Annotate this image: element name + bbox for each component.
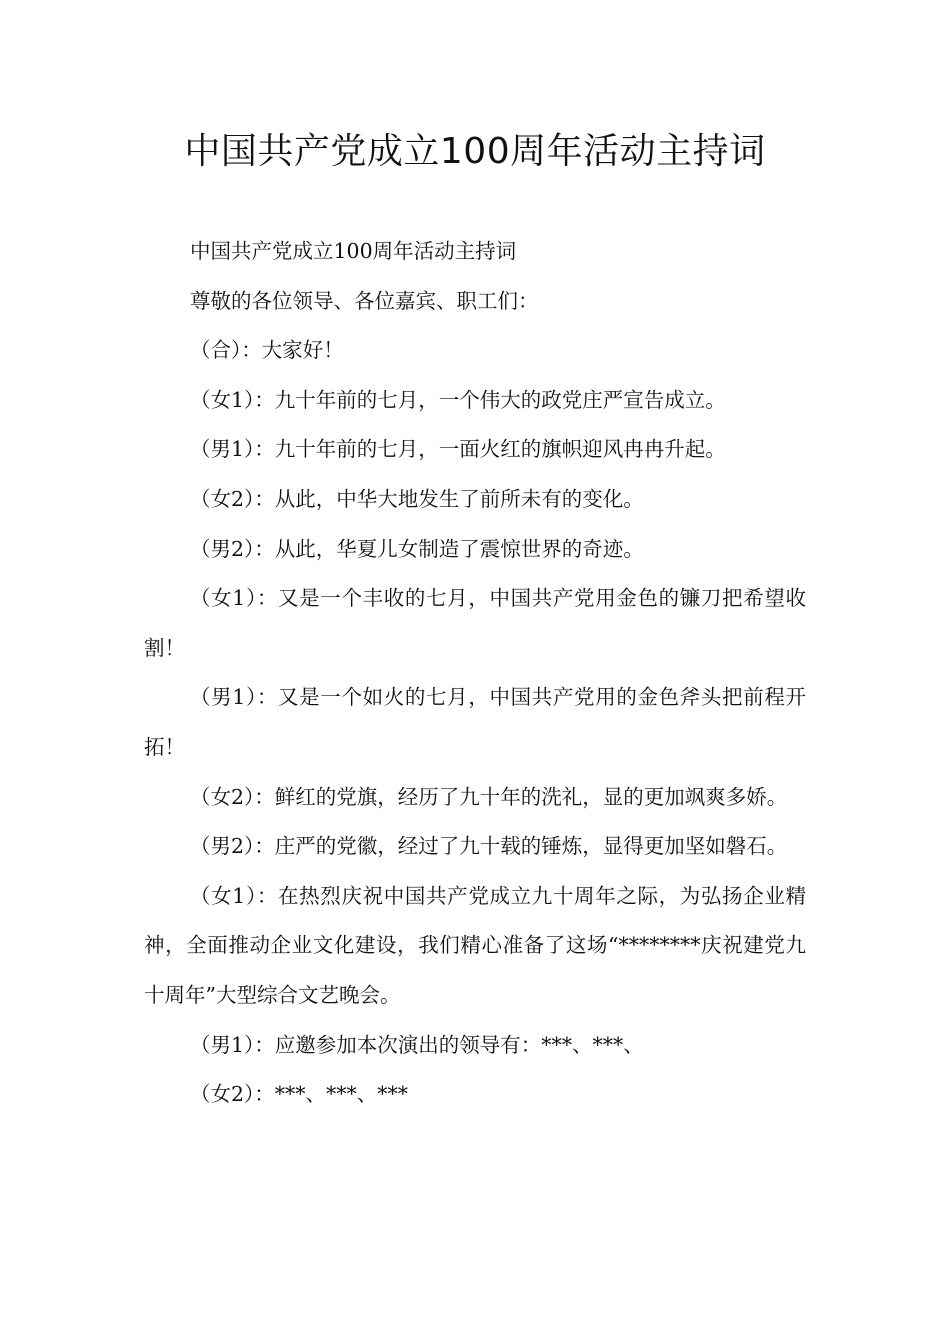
paragraph-subtitle: 中国共产党成立100周年活动主持词 — [190, 239, 517, 263]
paragraph-line: （男1）：又是一个如火的七月，中国共产党用的金色斧头把前程开拓！ — [144, 685, 806, 759]
paragraph-line: （男2）：从此，华夏儿女制造了震惊世界的奇迹。 — [190, 536, 644, 561]
paragraph-greeting: 尊敬的各位领导、各位嘉宾、职工们： — [190, 288, 539, 313]
paragraph-line: （男1）：应邀参加本次演出的领导有：***、***、 — [190, 1032, 644, 1057]
paragraph-line: （男2）：庄严的党徽，经过了九十载的锤炼，显得更加坚如磐石。 — [190, 834, 788, 859]
document-title: 中国共产党成立100周年活动主持词 — [184, 131, 766, 172]
paragraph-line: （女2）：***、***、*** — [190, 1082, 409, 1107]
paragraph-line: （女2）：鲜红的党旗，经历了九十年的洗礼，显的更加飒爽多娇。 — [190, 784, 788, 809]
document-body — [144, 227, 806, 1120]
paragraph-line: （合）：大家好！ — [190, 338, 344, 363]
paragraph-line: （女1）：九十年前的七月，一个伟大的政党庄严宣告成立。 — [190, 387, 726, 412]
paragraph-line: （女1）：在热烈庆祝中国共产党成立九十周年之际，为弘扬企业精神，全面推动企业文化建设，我们精心准备了这场“********庆祝建党九十周年”大型综合文艺晚会。 — [144, 883, 806, 1007]
paragraph-line: （男1）：九十年前的七月，一面火红的旗帜迎风冉冉升起。 — [190, 437, 726, 462]
paragraph-line: （女1）：又是一个丰收的七月，中国共产党用金色的镰刀把希望收割！ — [144, 586, 806, 660]
paragraph-line: （女2）：从此，中华大地发生了前所未有的变化。 — [190, 486, 644, 511]
